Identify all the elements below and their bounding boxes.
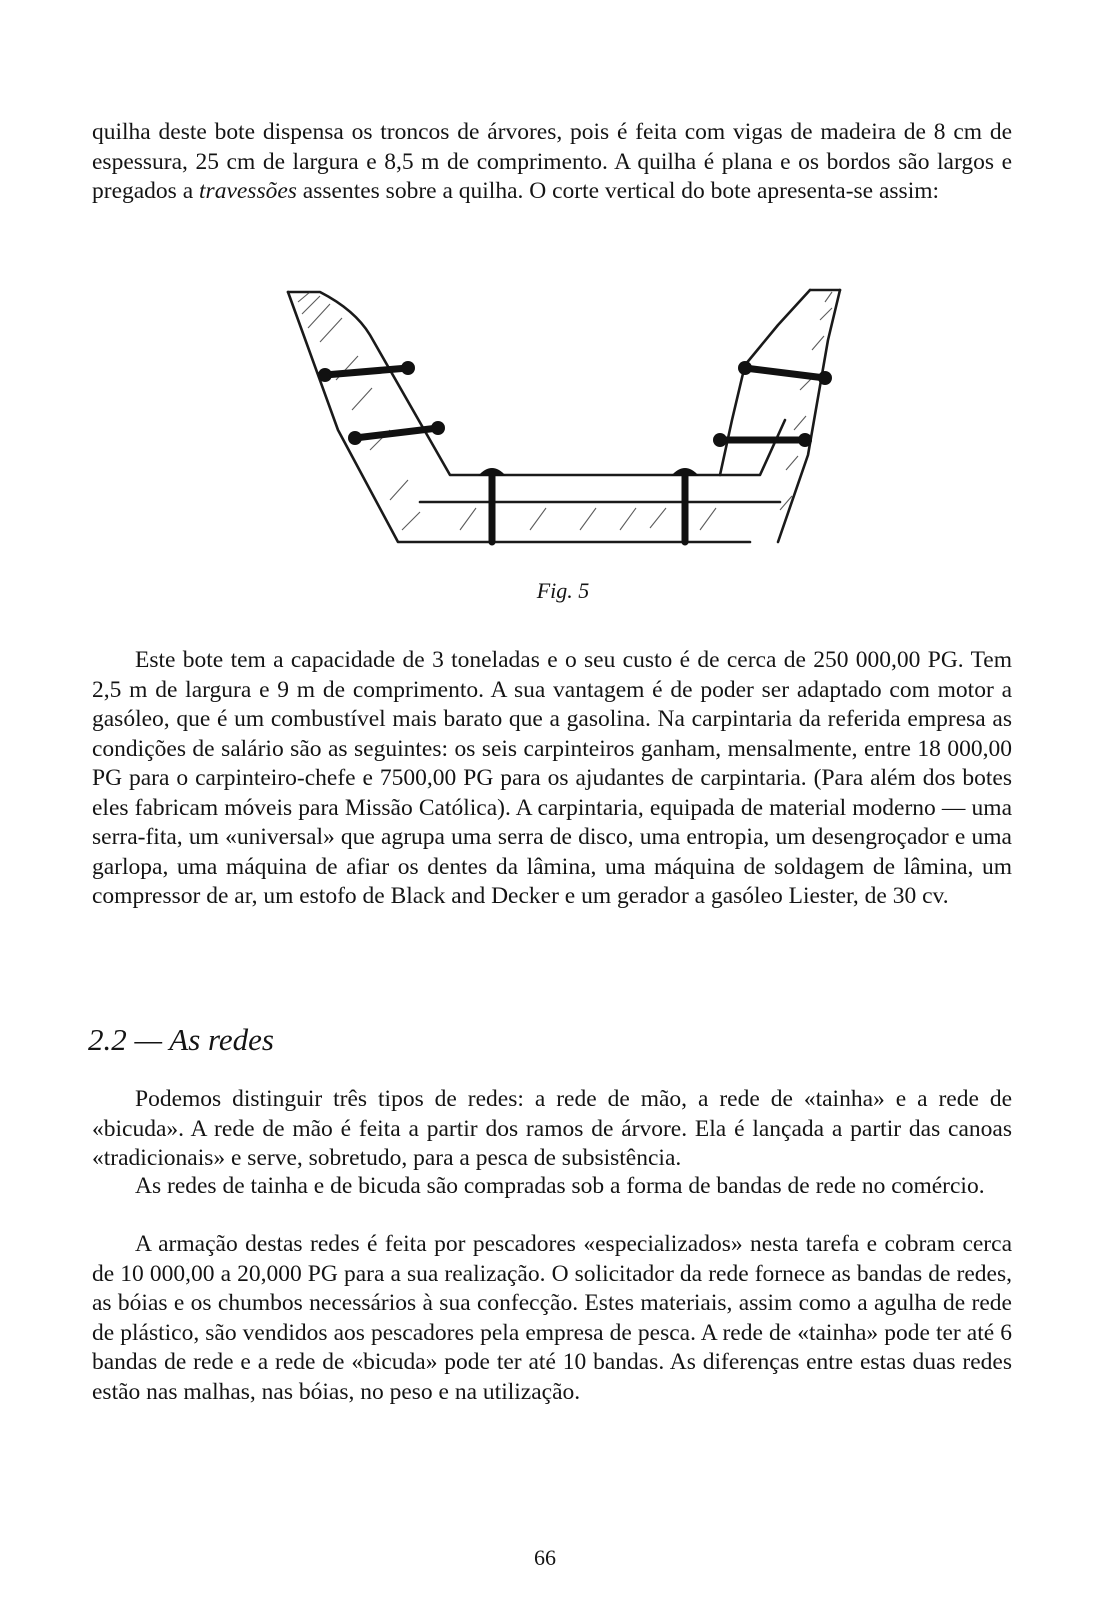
paragraph-net-purchase: As redes de tainha e de bicuda são compradas sob a forma de bandas de rede no comércio. (135, 1173, 985, 1199)
crossbar-lower-left (355, 428, 438, 438)
left-plank (288, 292, 785, 475)
crossbar-upper-right (745, 368, 825, 378)
page-number: 66 (534, 1545, 556, 1570)
emphasis-travessoes: travessões (199, 178, 297, 204)
left-plank-outer (288, 292, 750, 542)
paragraph-net-types: Podemos distinguir três tipos de redes: a rede de mão, a rede de «tainha» e a rede de «bicuda». A rede de mão é feita a partir dos ramos de árvore. Ela é lançada a partir das canoas «tradicionais» e serve, sobretudo, para a pesca de subsistência. (92, 1086, 1012, 1171)
paragraph-net-assembly: A armação destas redes é feita por pescadores «especializados» nesta tarefa e cobram cerca de 10 000,00 a 20,000 PG para a sua realização. O solicitador da rede fornece as bandas de redes, as bóias e os chumbos necessários à sua confecção. Estes materiais, assim como a agulha de rede de plástico, são vendidos aos pescadores pela empresa de pesca. A rede de «tainha» pode ter até 6 bandas de rede e a rede de «bicuda» pode ter até 10 bandas. As diferenças entre estas duas redes estão nas malhas, nas bóias, no peso e na utilização. (92, 1231, 1012, 1405)
paragraph-intro-text: quilha deste bote dispensa os troncos de árvores, pois é feita com vigas de madeira de 8 cm de espessura, 25 cm de largura e 8,5 m de comprimento. A quilha é plana e os bordos são largos e pregados a (92, 119, 1012, 204)
right-plank (778, 290, 840, 542)
paragraph-intro (92, 118, 1012, 207)
section-heading: 2.2 — As redes (88, 1022, 274, 1057)
paragraph-intro-text-end: assentes sobre a quilha. O corte vertical do bote apresenta-se assim: (296, 178, 940, 204)
right-plank-inner (720, 290, 810, 475)
figure-caption: Fig. 5 (536, 578, 590, 603)
paragraph-boat-details: Este bote tem a capacidade de 3 toneladas e o seu custo é de cerca de 250 000,00 PG. Tem 2,5 m de largura e 9 m de comprimento. A sua vantagem é de poder ser adaptado com motor a gasóleo, que é um combustível mais barato que a gasolina. Na carpintaria da referida empresa as condições de salário são as seguintes: os seis carpinteiros ganham, mensalmente, entre 18 000,00 PG para o carpinteiro-chefe e 7500,00 PG para os ajudantes de carpintaria. (Para além dos botes eles fabricam móveis para Missão Católica). A carpintaria, equipada de material moderno — uma serra-fita, um «universal» que agrupa uma serra de disco, uma entropia, um desengroçador e uma garlopa, uma máquina de afiar os dentes da lâmina, uma máquina de soldagem de lâmina, um compressor de ar, um estofo de Black and Decker e um gerador a gasóleo Liester, de 30 cv. (92, 647, 1012, 909)
boat-cross-section-figure (280, 280, 880, 555)
crossbar-upper-left (325, 368, 408, 375)
